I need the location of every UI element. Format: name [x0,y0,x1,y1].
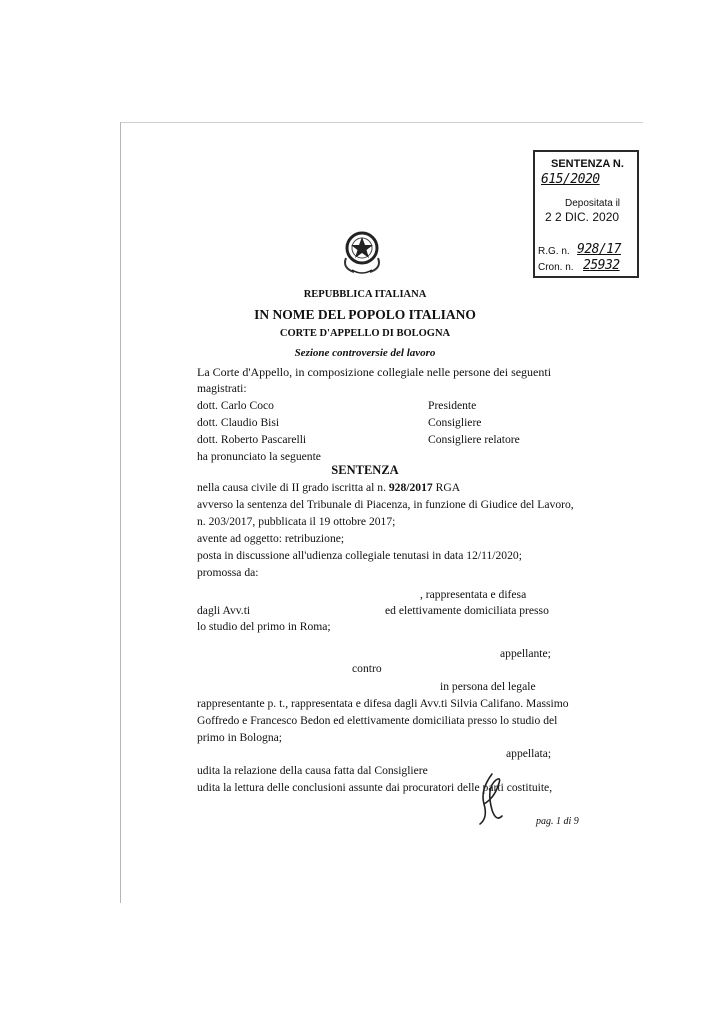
avverso-line: avverso la sentenza del Tribunale di Piacenza, in funzione di Giudice del Lavoro, [197,498,574,511]
stamp-rg-value: 928/17 [577,242,621,257]
stamp-number: 615/2020 [541,172,600,187]
causa-number: 928/2017 [388,481,433,494]
causa-text-pre: nella causa civile di II grado iscritta al n. [197,481,389,494]
judge-role-3: Consigliere relatore [428,433,520,446]
udita-line-2: udita la lettura delle conclusioni assunte dai procuratori delle parti costituite, [197,781,553,794]
causa-line [197,482,460,494]
court-heading: CORTE D'APPELLO DI BOLOGNA [279,328,451,339]
people-heading: IN NOME DEL POPOLO ITALIANO [254,307,476,322]
judge-name-1: dott. Carlo Coco [197,399,274,412]
pubblicata-line: n. 203/2017, pubblicata il 19 ottobre 2017; [197,515,396,528]
judge-name-3: dott. Roberto Pascarelli [197,433,307,446]
promossa-line: promossa da: [197,566,259,579]
registry-stamp [533,150,639,278]
republic-heading: REPUBBLICA ITALIANA [303,289,427,300]
avv-right: ed elettivamente domiciliata presso [385,604,549,617]
intro-line-2: magistrati: [197,382,247,395]
intro-line-1: La Corte d'Appello, in composizione collegiale nelle persone dei seguenti [197,365,552,379]
sentenza-title: SENTENZA [331,463,399,477]
udita-line-1: udita la relazione della causa fatta dal Consigliere [197,764,428,777]
stamp-deposit-date: 2 2 DIC. 2020 [545,210,620,224]
page-number: pag. 1 di 9 [536,816,579,827]
section-heading: Sezione controversie del lavoro [294,347,436,359]
persona-legale-line: in persona del legale [440,680,536,693]
causa-text-post: RGA [432,481,461,494]
discussione-line: posta in discussione all'udienza collegiale tenutasi in data 12/11/2020; [197,549,522,562]
stamp-cron-value: 25932 [583,258,620,273]
rappresentata-line: , rappresentata e difesa [420,588,527,601]
emblem-icon [338,226,386,276]
stamp-deposit-label: Depositata il [565,198,621,209]
appellante-label: appellante; [500,647,551,660]
pronounced-line: ha pronunciato la seguente [197,450,321,463]
stamp-title: SENTENZA N. [551,158,624,170]
judge-name-2: dott. Claudio Bisi [197,416,280,429]
contro-label: contro [352,662,382,675]
judge-role-2: Consigliere [428,416,482,429]
bologna-line: primo in Bologna; [197,731,283,744]
stamp-cron-label: Cron. n. [538,262,574,273]
goffredo-line: Goffredo e Francesco Bedon ed elettivamente domiciliata presso lo studio del [197,714,558,727]
rappresentante-line: rappresentante p. t., rappresentata e difesa dagli Avv.ti Silvia Califano. Massimo [197,697,569,710]
appellata-label: appellata; [506,747,552,760]
oggetto-line: avente ad oggetto: retribuzione; [197,532,345,545]
avv-left: dagli Avv.ti [197,604,251,617]
judge-role-1: Presidente [428,399,477,412]
studio-roma-line: lo studio del primo in Roma; [197,620,331,633]
signature-icon [472,770,510,828]
stamp-rg-label: R.G. n. [538,246,570,257]
